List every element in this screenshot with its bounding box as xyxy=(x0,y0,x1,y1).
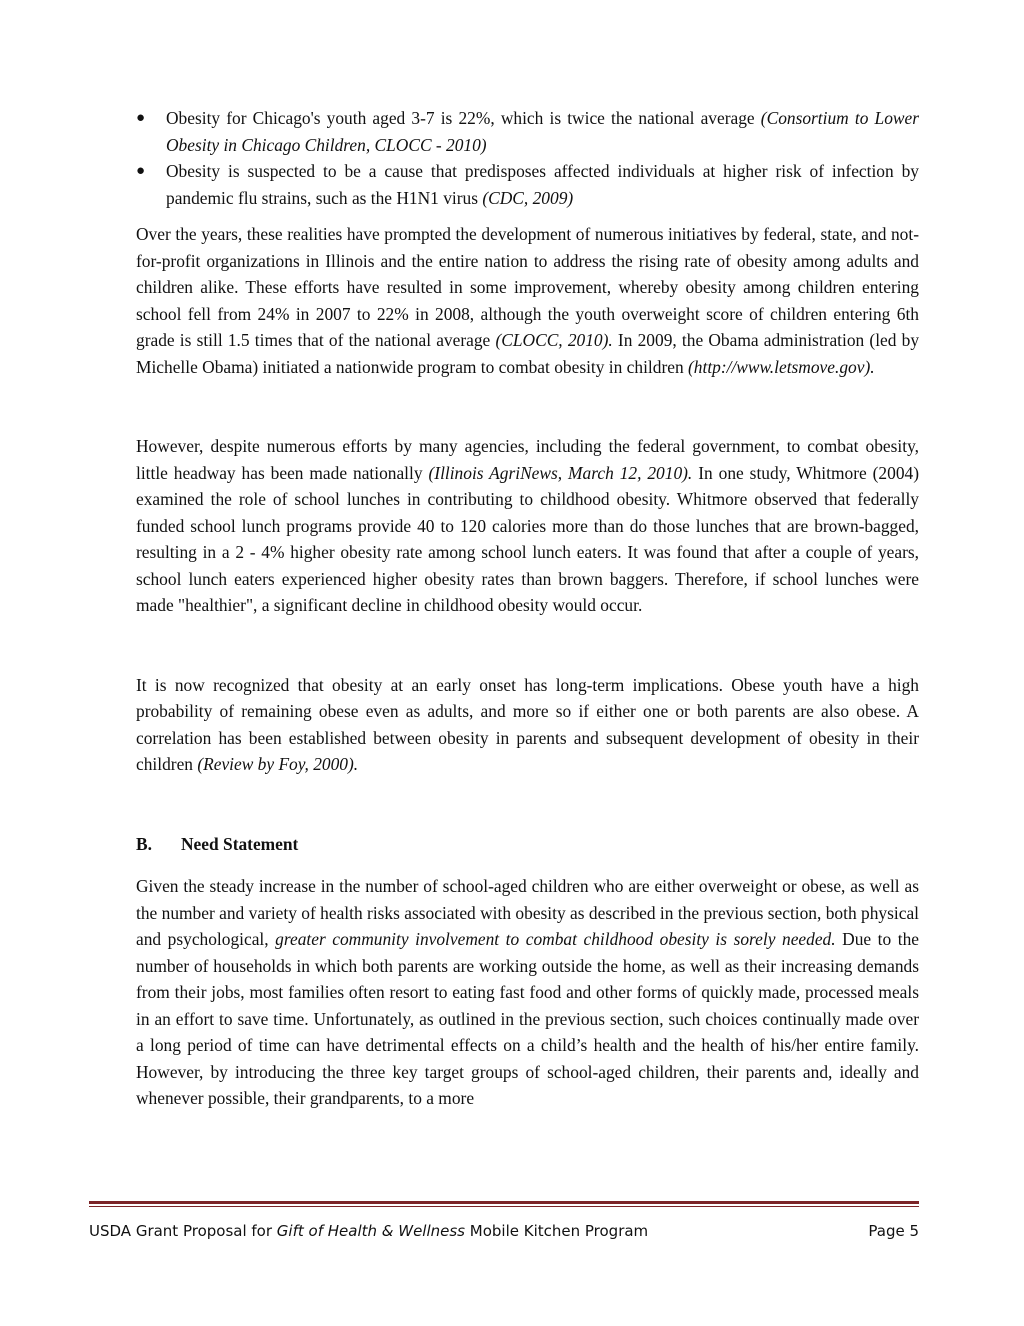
bullet-list xyxy=(136,105,919,211)
paragraph-text: It is now recognized that obesity at an early onset has long-term implications. Obese youth have a high probability of remaining obese even as adults, and more so if either one or both parents are also obese. A correlation has been established between obesity in parents and subsequent development of obesity in their children xyxy=(136,674,919,774)
footer-rule-thin xyxy=(89,1206,919,1207)
paragraph-text: Over the years, these realities have prompted the development of numerous initiatives by federal, state, and not-for-profit organizations in Illinois and the entire nation to address the rising rate of obesity among adults and children alike. These efforts have resulted in some improvement, whereby obesity among children entering school fell from 24% in 2007 to 22% in 2008, although the youth overweight score of children entering 6th grade is still 1.5 times that of the national average xyxy=(136,224,919,350)
bullet-citation: (CDC, 2009) xyxy=(482,187,574,208)
footer-title: USDA Grant Proposal for Gift of Health & Wellness Mobile Kitchen Program xyxy=(89,1222,649,1240)
bullet-item xyxy=(136,158,919,211)
paragraph-text: Given the steady increase in the number of school-aged children who are either overweight or obese, as well as the number and variety of health risks associated with obesity as described in the previous section, both physical and psychological, xyxy=(136,876,919,949)
section-title: Need Statement xyxy=(181,833,299,854)
paragraph-text: In one study, Whitmore (2004) examined the role of school lunches in contributing to childhood obesity. Whitmore observed that federally funded school lunch programs provide 40 to 120 calories more than do those lunches that are brown-bagged, resulting in a 2 - 4% higher obesity rate among school lunch eaters. It was found that after a couple of years, school lunch eaters experienced higher obesity rates than brown baggers. Therefore, if school lunches were made "healthier", a significant decline in childhood obesity would occur. xyxy=(136,462,920,615)
emphasis-text: greater community involvement to combat childhood obesity is sorely needed. xyxy=(275,929,836,949)
page-body xyxy=(136,105,919,1122)
section-heading xyxy=(136,831,919,858)
citation: (Review by Foy, 2000). xyxy=(197,754,359,774)
citation-link: (http://www.letsmove.gov). xyxy=(688,356,875,377)
paragraph-initiatives xyxy=(136,221,919,380)
paragraph-text: Due to the number of households in which both parents are working outside the home, as well as their increasing demands from their jobs, most families often resort to eating fast food and other forms of quickly made, processed meals in an effort to save time. Unfortunately, as outlined in the previous section, such choices continually made over a long period of time can have detrimental effects on a child’s health and the health of his/her entire family. However, by introducing the three key target groups of school-aged children, their parents and, ideally and whenever possible, their grandparents, to a more xyxy=(136,929,919,1108)
paragraph-text: In 2009, the Obama administration (led by Michelle Obama) initiated a nationwide program to combat obesity in children xyxy=(136,330,920,377)
citation: (CLOCC, 2010). xyxy=(495,330,613,350)
page-number: Page 5 xyxy=(868,1222,919,1240)
paragraph-need-statement xyxy=(136,873,919,1112)
paragraph-implications xyxy=(136,672,919,778)
paragraph-headway xyxy=(136,433,919,619)
section-label: B. xyxy=(136,833,152,854)
bullet-dot-icon: ● xyxy=(136,110,146,126)
bullet-text: Obesity is suspected to be a cause that predisposes affected individuals at higher risk of infection by pandemic flu strains, such as the H1N1 virus xyxy=(166,161,919,208)
citation: (Illinois AgriNews, March 12, 2010). xyxy=(428,462,693,483)
bullet-text: Obesity for Chicago's youth aged 3-7 is 22%, which is twice the national average xyxy=(166,108,761,128)
page-footer xyxy=(89,1218,919,1245)
bullet-citation: (Consortium to Lower Obesity in Chicago Children, CLOCC - 2010) xyxy=(166,108,919,155)
bullet-item xyxy=(136,105,919,158)
paragraph-text: However, despite numerous efforts by many agencies, including the federal government, to combat obesity, little headway has been made nationally xyxy=(136,436,919,483)
footer-rule xyxy=(89,1201,919,1204)
bullet-dot-icon: ● xyxy=(136,163,146,179)
